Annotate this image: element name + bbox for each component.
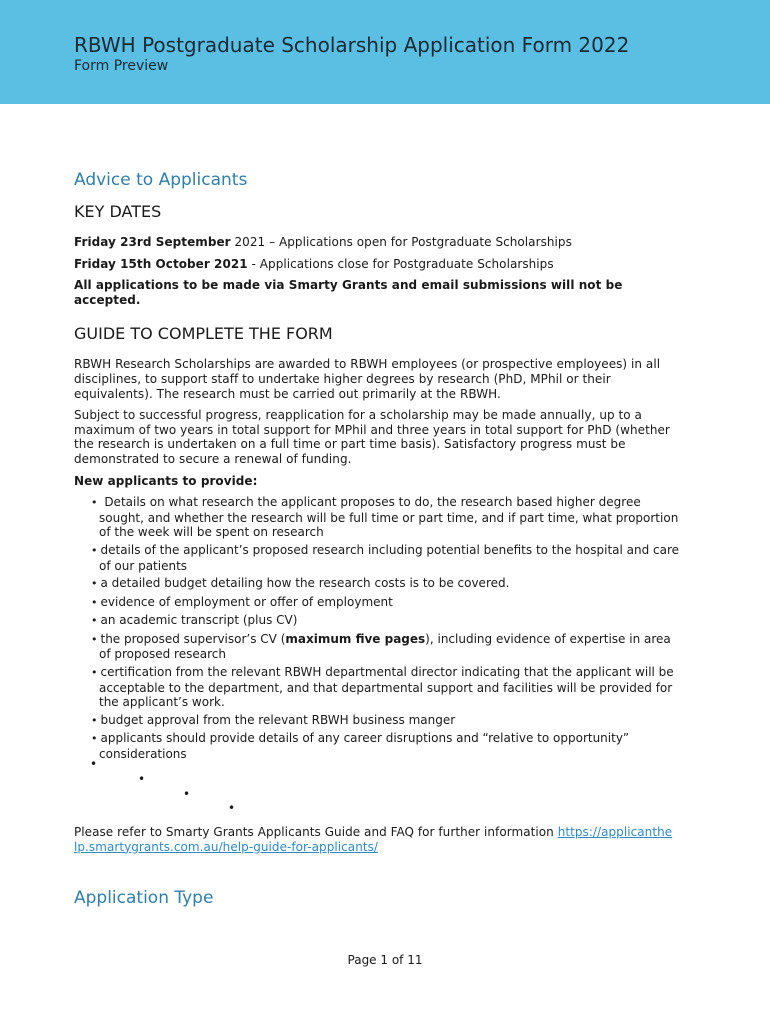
- form-title: RBWH Postgraduate Scholarship Application Form 2022: [74, 33, 630, 57]
- page-number: Page 1 of 11: [347, 953, 423, 967]
- new-applicants-label: New applicants to provide:: [74, 473, 258, 488]
- submission-notice: All applications to be made via Smarty Grants and email submissions will not be accepted.: [74, 278, 623, 307]
- list-item: • certification from the relevant RBWH departmental director indicating that the applicant will be acceptable to the department, and that departmental support and facilities will be provided for the applicant’s work.: [74, 665, 684, 710]
- empty-bullet: •: [183, 787, 191, 801]
- form-subtitle: Form Preview: [74, 58, 169, 74]
- requirements-list: [74, 495, 684, 762]
- date-close: Friday 15th October 2021 - Applications close for Postgraduate Scholarships: [74, 256, 554, 271]
- help-guide-link[interactable]: https://applicanthelp.smartygrants.com.au/help-guide-for-applicants/: [74, 825, 673, 854]
- advice-heading: Advice to Applicants: [74, 170, 248, 190]
- list-item: • details of the applicant’s proposed research including potential benefits to the hospital and care of our patients: [74, 543, 684, 573]
- empty-bullet: •: [90, 757, 98, 771]
- form-content: [74, 170, 684, 765]
- empty-bullet: •: [138, 772, 146, 786]
- list-item: • budget approval from the relevant RBWH business manger: [74, 713, 684, 729]
- empty-bullet: •: [228, 801, 236, 815]
- page-header: [0, 0, 770, 104]
- guide-heading: GUIDE TO COMPLETE THE FORM: [74, 324, 333, 344]
- refer-paragraph: Please refer to Smarty Grants Applicants Guide and FAQ for further information https://applicanthelp.smartygrants.com.au/help-guide-for-applicants/: [74, 825, 673, 854]
- guide-para-2: Subject to successful progress, reapplication for a scholarship may be made annually, up to a maximum of two years in total support for MPhil and three years in total support for PhD (whether the research is undertaken on a full time or part time basis). Satisfactory progress must be demonstrated to secure a renewal of funding.: [74, 408, 670, 466]
- list-item: • a detailed budget detailing how the research costs is to be covered.: [74, 576, 684, 592]
- guide-para-1: RBWH Research Scholarships are awarded to RBWH employees (or prospective employees) in all disciplines, to support staff to undertake higher degrees by research (PhD, MPhil or their equivalents). The research must be carried out primarily at the RBWH.: [74, 357, 661, 401]
- list-item: • an academic transcript (plus CV): [74, 613, 684, 629]
- date-open: Friday 23rd September 2021 – Applications open for Postgraduate Scholarships: [74, 235, 572, 249]
- list-item: • Details on what research the applicant proposes to do, the research based higher degree sought, and whether the research will be full time or part time, and if part time, what proportion of the week will be spent on research: [74, 495, 684, 540]
- list-item: • applicants should provide details of any career disruptions and “relative to opportunity” considerations: [74, 731, 684, 761]
- key-dates-heading: KEY DATES: [74, 202, 162, 221]
- list-item: • the proposed supervisor’s CV (maximum five pages), including evidence of expertise in area of proposed research: [74, 632, 684, 662]
- application-type-heading: Application Type: [74, 888, 214, 908]
- list-item: • evidence of employment or offer of employment: [74, 595, 684, 611]
